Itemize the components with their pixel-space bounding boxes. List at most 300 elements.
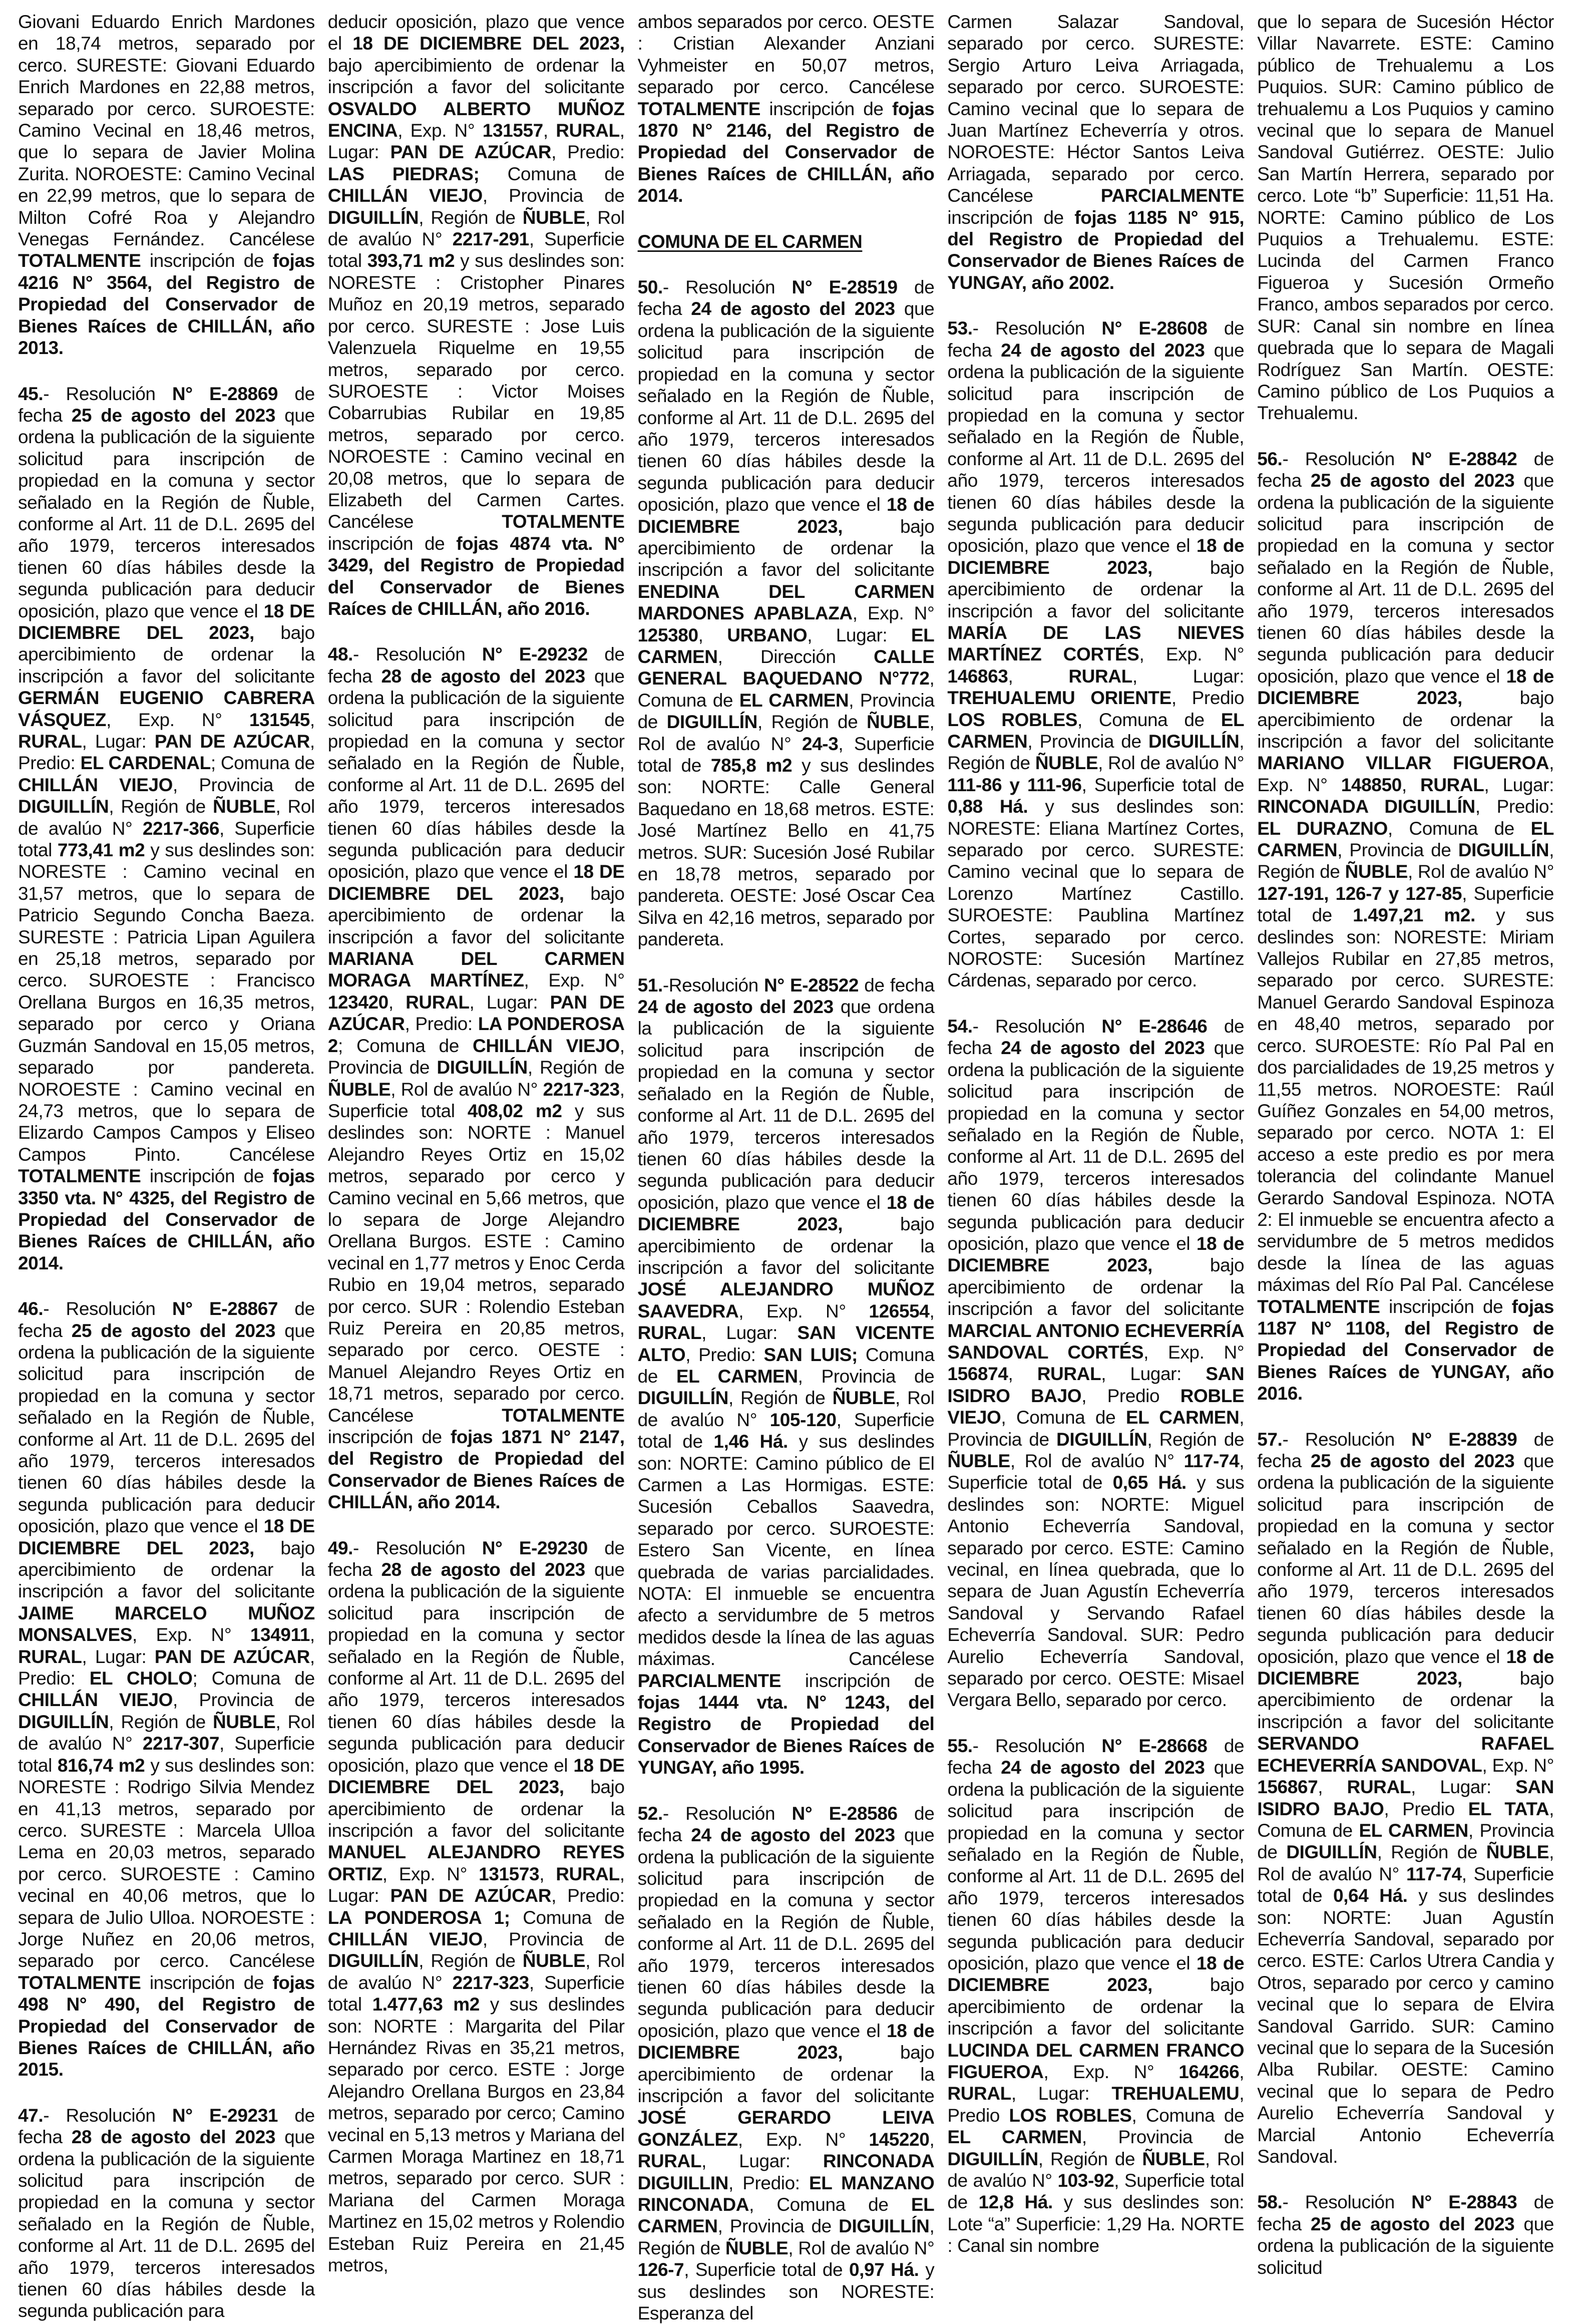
bold-text: JAIME MARCELO MUÑOZ MONSALVES: [18, 1602, 315, 1645]
text: y sus deslindes son: NORTE : Margarita del Pilar Hernández Rivas en 35,21 metros, separado por cerco. ESTE : Jorge Alejandro Orellana Burgos en 23,84 metros, separado por cerco; Camino vecinal en 5,13 metros y Mariana del Carmen Moraga Martinez en 18,71 metros, separado por cerco. SUR : Mariana del Carmen Moraga Martinez en 15,02 metros y Rolendio Esteban Ruiz Pereira en 21,45 metros,: [327, 1994, 625, 2276]
text: que ordena la publicación de la siguiente solicitud para inscripción de propiedad en la comuna y sector señalado en la Región de Ñuble, conforme al Art. 11 de D.L. 2695 del año 1979, terceros interesados tienen 60 días hábiles desde la segunda publicación para deducir oposición, plazo que vence el: [1257, 470, 1554, 687]
text: , Predio:: [18, 1646, 315, 1689]
bold-text: 55.: [947, 1735, 973, 1756]
notice-paragraph: [1257, 448, 1554, 1405]
bold-text: 28 de agosto del 2023: [381, 1559, 585, 1580]
bold-text: RURAL: [18, 1646, 82, 1667]
bold-text: 53.: [947, 318, 973, 339]
bold-text: 18 de DICIEMBRE 2023,: [1257, 1646, 1554, 1689]
text: , Rol de avalúo N°: [1257, 1842, 1554, 1884]
bold-text: URBANO: [727, 624, 808, 645]
bold-text: EL CARMEN: [1125, 1407, 1240, 1428]
text: de fecha: [1257, 2192, 1554, 2234]
bold-text: 25 de agosto del 2023: [71, 405, 276, 426]
text: ,: [1008, 666, 1069, 687]
text: , Región de: [527, 1057, 625, 1078]
text: , Predio: [1171, 688, 1245, 709]
bold-text: 24 de agosto del 2023: [1001, 1757, 1205, 1778]
notice-paragraph: [18, 1298, 315, 2081]
text: ,: [543, 120, 556, 141]
text: ,: [388, 991, 406, 1013]
bold-text: MARIANO VILLAR FIGUEROA: [1257, 753, 1549, 774]
bold-text: RURAL: [1420, 774, 1484, 795]
text: ; Comuna de: [192, 1668, 315, 1689]
text: - Resolución: [972, 318, 1102, 339]
bold-text: 24 de agosto del 2023: [691, 1825, 895, 1846]
bold-text: DIGUILLÍN: [947, 2148, 1038, 2169]
notice-paragraph: [18, 11, 315, 359]
bold-text: EL CARMEN: [637, 624, 935, 667]
bold-text: 131545: [249, 709, 310, 730]
bold-text: 24 de agosto del 2023: [1001, 340, 1205, 361]
bold-text: LOS ROBLES: [1009, 2105, 1132, 2126]
bold-text: MANUEL ALEJANDRO REYES ORTIZ: [327, 1842, 625, 1884]
bold-text: DIGUILLÍN: [1286, 1842, 1377, 1863]
text: que ordena la publicación de la siguiente solicitud para inscripción de propiedad en la comuna y sector señalado en la Región de Ñuble, conforme al Art. 11 de D.L. 2695 del año 1979, terceros interesados tienen 60 días hábiles desde la segunda publicación para deducir oposición, plazo que vence el: [1257, 1451, 1554, 1667]
text: bajo apercibimiento de ordenar la inscripción a favor del solicitante: [947, 557, 1245, 621]
text: bajo apercibimiento de ordenar la inscripción a favor del solicitante: [947, 1974, 1245, 2039]
bold-text: ÑUBLE: [327, 1079, 391, 1100]
bold-text: EL TATA: [1468, 1798, 1549, 1819]
text: bajo apercibimiento de ordenar la inscripción a favor del solicitante: [327, 55, 625, 98]
bold-text: 28 de agosto del 2023: [381, 666, 585, 687]
bold-text: EL DURAZNO: [1257, 818, 1388, 839]
text: ,: [1239, 2061, 1245, 2082]
bold-text: ENEDINA DEL CARMEN MARDONES APABLAZA: [637, 581, 935, 624]
text: , Superficie total de: [1257, 883, 1554, 926]
bold-text: 24-3: [802, 733, 839, 754]
text: , Provincia de: [717, 2216, 839, 2237]
bold-text: EL CARDENAL: [80, 753, 211, 774]
bold-text: RURAL: [18, 731, 82, 752]
bold-text: JOSÉ ALEJANDRO MUÑOZ SAAVEDRA: [637, 1279, 935, 1321]
text: y sus deslindes son NORESTE: Esperanza del: [637, 2259, 935, 2324]
bold-text: EL CARMEN: [676, 1366, 798, 1387]
text: , Predio:: [551, 142, 625, 163]
bold-text: 1.497,21 m2.: [1353, 905, 1475, 926]
notice-paragraph: [638, 974, 935, 1779]
text: bajo apercibimiento de ordenar la inscripción a favor del solicitante: [18, 1537, 315, 1602]
bold-text: ÑUBLE: [947, 1451, 1010, 1471]
text: bajo apercibimiento de ordenar la inscripción a favor del solicitante: [327, 883, 625, 947]
bold-text: RURAL: [947, 2083, 1011, 2104]
bold-text: N° E-28843: [1411, 2192, 1517, 2213]
text: , Región de: [1038, 2148, 1142, 2169]
bold-text: CALLE GENERAL BAQUEDANO N°772: [637, 646, 935, 689]
text: ,: [929, 2129, 935, 2150]
text: , Lugar:: [1011, 2083, 1112, 2104]
text: , Lugar:: [327, 1863, 625, 1906]
bold-text: RURAL: [1068, 666, 1132, 687]
notice-paragraph: [947, 11, 1244, 293]
notice-paragraph: [947, 1016, 1244, 1711]
text: y sus deslindes son: NORESTE : Rodrigo Silvia Mendez en 41,13 metros, separado por cerco. SURESTE : Marcela Ulloa Lema en 20,03 metros, separado por cerco. SUROESTE : Camino vecinal en 40,06 metros, que lo separa de Julio Ulloa. NOROESTE : Jorge Nuñez en 20,06 metros, separado por cerco. Cancélese: [18, 1755, 315, 1971]
bold-text: 156874: [947, 1364, 1008, 1385]
bold-text: fojas 1871 N° 2147, del Registro de Propiedad del Conservador de Bienes Raíces de CHILLÁN, año 2014.: [327, 1427, 625, 1513]
bold-text: ÑUBLE: [1142, 2148, 1205, 2169]
bold-text: N° E-28519: [792, 277, 898, 298]
bold-text: 0,64 Há.: [1333, 1885, 1408, 1906]
bold-text: DIGUILLÍN: [327, 207, 419, 228]
text: , Exp. N°: [1139, 644, 1245, 665]
text: , Lugar:: [701, 1322, 798, 1344]
bold-text: N° E-28867: [172, 1298, 278, 1319]
text: , Comuna de: [749, 2194, 911, 2215]
section-title: [638, 231, 935, 252]
bold-text: 50.: [637, 277, 663, 298]
bold-text: DIGUILLÍN: [1458, 840, 1549, 861]
text: bajo apercibimiento de ordenar la inscripción a favor del solicitante: [327, 1777, 625, 1841]
text: , Predio:: [1475, 796, 1554, 817]
bold-text: LA PONDEROSA 2: [327, 1014, 625, 1056]
bold-text: MARÍA DE LAS NIEVES MARTÍNEZ CORTÉS: [947, 622, 1245, 665]
bold-text: 18 DE DICIEMBRE DEL 2023,: [352, 33, 625, 54]
text: , Rol de avalúo N°: [947, 2148, 1245, 2191]
bold-text: 25 de agosto del 2023: [71, 1320, 276, 1341]
text: - Resolución: [353, 644, 482, 665]
text: de fecha: [327, 1537, 625, 1580]
text: , Rol de avalúo N°: [1098, 753, 1245, 774]
text: que ordena la publicación de la siguiente solicitud para inscripción de propiedad en la comuna y sector señalado en la Región de Ñuble, conforme al Art. 11 de D.L. 2695 del año 1979, terceros interesados tienen 60 días hábiles desde la segunda publicación para deducir oposición, plazo que vence el: [947, 1757, 1245, 1973]
text: ,: [698, 624, 727, 645]
text: , Región de: [109, 1711, 213, 1732]
bold-text: 1.477,63 m2: [372, 1994, 480, 2015]
text: de fecha: [18, 383, 315, 426]
text: , Provincia de: [1257, 1820, 1554, 1863]
text: que ordena la publicación de la siguiente solicitud para inscripción de propiedad en la comuna y sector señalado en la Región de Ñuble, conforme al Art. 11 de D.L. 2695 del año 1979, terceros interesados tienen 60 días hábiles desde la segunda publicación para: [18, 2127, 315, 2321]
text: , Superficie total de: [684, 2259, 849, 2280]
bold-text: RURAL: [1037, 1364, 1101, 1385]
bold-text: N° E-28522: [764, 974, 859, 995]
bold-text: DIGUILLÍN: [18, 1711, 109, 1732]
text: ,: [1318, 1777, 1347, 1798]
text: - Resolución: [1282, 1429, 1412, 1450]
bold-text: RURAL: [637, 1322, 702, 1344]
text: , Exp. N°: [106, 709, 249, 730]
text: bajo apercibimiento de ordenar la inscripción a favor del solicitante: [637, 516, 935, 580]
bold-text: EL CARMEN: [947, 2127, 1082, 2148]
notice-paragraph: [1257, 1429, 1554, 2168]
bold-text: 18 DE DICIEMBRE DEL 2023,: [327, 861, 625, 904]
notice-paragraph: [638, 1803, 935, 2324]
text: , Superficie total: [18, 818, 315, 861]
bold-text: 125380: [637, 624, 698, 645]
bold-text: 18 DE DICIEMBRE DEL 2023,: [18, 1516, 315, 1558]
text: , Exp. N°: [1482, 1755, 1554, 1776]
text: , Rol de avalúo N°: [327, 1950, 625, 1993]
text: , Exp. N°: [382, 1863, 479, 1884]
text: bajo apercibimiento de ordenar la inscripción a favor del solicitante: [947, 1255, 1245, 1319]
text: , Exp. N°: [524, 970, 625, 991]
column-1: [18, 11, 315, 2321]
text: y sus deslindes son: NORESTE : Cristopher Pinares Muñoz en 20,19 metros, separado por cerco. SURESTE : Jose Luis Valenzuela Riquelme en 19,55 metros, separado por cerco. SUROESTE : Victor Moises Cobarrubias Rubilar en 19,85 metros, separado por cerco. NOROESTE : Camino vecinal en 20,08 metros, que lo separa de Elizabeth del Carmen Cartes. Cancélese: [327, 250, 625, 532]
bold-text: 148850: [1341, 774, 1402, 795]
bold-text: 0,97 Há.: [849, 2259, 919, 2280]
text: , Predio: [1384, 1798, 1468, 1819]
text: y sus deslindes son: NORTE : Manuel Alejandro Reyes Ortiz en 15,02 metros, separado por cerco y Camino vecinal en 5,66 metros, que lo separa de Jorge Alejandro Orellana Burgos. ESTE : Camino vecinal en 1,77 metros y Enoc Cerda Rubio en 19,04 metros, separado por cerco. SUR : Rolendio Esteban Ruiz Pereira en 20,85 metros, separado por cerco. OESTE : Manuel Alejandro Reyes Ortiz en 18,71 metros, separado por cerco. Cancélese: [327, 1100, 625, 1426]
bold-text: 408,02 m2: [467, 1100, 562, 1121]
text: , Provincia de: [482, 1928, 625, 1949]
text: , Provincia de: [1337, 840, 1458, 861]
text: y sus deslindes son: NORTE: Camino público de El Carmen a Las Hormigas. ESTE: Sucesión Ceballos Saavedra, separado por cerco. SUROESTE: Estero San Vicente, en línea quebrada de varias parcialidades. NOTA: El inmueble se encuentra afecto a servidumbre de 5 metros medidos desde la línea de las aguas máximas. Cancélese: [637, 1431, 935, 1670]
text: , Dirección: [717, 646, 874, 667]
bold-text: 2217-366: [142, 818, 220, 839]
text: inscripción de: [327, 533, 457, 554]
bold-text: 58.: [1257, 2192, 1283, 2213]
bold-text: 18 DE DICIEMBRE DEL 2023,: [18, 600, 315, 643]
bold-text: COMUNA DE EL CARMEN: [637, 231, 863, 252]
bold-text: RINCONADA DIGUILLIN: [637, 2151, 935, 2193]
text: , Superficie total de: [1081, 774, 1245, 795]
bold-text: 18 de DICIEMBRE 2023,: [637, 1192, 935, 1235]
bold-text: LA PONDEROSA 1;: [327, 1907, 510, 1928]
bold-text: TOTALMENTE: [18, 1972, 141, 1993]
text: que lo separa de Sucesión Héctor Villar Navarrete. ESTE: Camino público de Trehualemu a Los Puquios. SUR: Camino público de trehualemu a Los Puquios y camino vecinal que lo separa de Manuel Sandoval Gutiérrez. OESTE: Julio San Martín Herrera, separado por cerco. Lote “b” Superficie: 11,51 Ha. NORTE: Camino público de Los Puquios a Trehualemu. ESTE: Lucinda del Carmen Franco Figueroa y Sucesión Ormeño Franco, ambos separados por cerco. SUR: Canal sin nombre en línea quebrada que lo separa de Magali Rodríguez San Martín. OESTE: Camino público de Los Puquios a Trehualemu.: [1257, 12, 1554, 424]
bold-text: SAN VICENTE ALTO: [637, 1322, 935, 1365]
text: , Lugar:: [1410, 1777, 1516, 1798]
bold-text: N° E-29230: [482, 1537, 588, 1558]
bold-text: 393,71 m2: [367, 250, 455, 271]
bold-text: 25 de agosto del 2023: [1310, 2213, 1515, 2234]
bold-text: 24 de agosto del 2023: [1001, 1038, 1205, 1059]
text: ,: [1401, 774, 1420, 795]
bold-text: TOTALMENTE: [1257, 1296, 1380, 1317]
bold-text: 24 de agosto del 2023: [691, 298, 895, 319]
notice-paragraph: [328, 11, 625, 619]
text: ambos separados por cerco. OESTE : Cristian Alexander Anziani Vyhmeister en 50,07 metros, separado por cerco. Cancélese: [637, 12, 935, 98]
bold-text: CHILLÁN VIEJO: [327, 185, 483, 206]
notice-paragraph: [328, 1537, 625, 2276]
bold-text: N° E-28586: [792, 1803, 898, 1824]
text: , Exp. N°: [852, 603, 935, 624]
bold-text: 131557: [482, 120, 543, 141]
text: , Superficie total: [327, 1972, 625, 2015]
text: , Región de: [1377, 1842, 1486, 1863]
bold-text: SAN ISIDRO BAJO: [1257, 1777, 1554, 1819]
text: , Rol de avalúo N°: [18, 1711, 315, 1754]
bold-text: 54.: [947, 1016, 973, 1037]
bold-text: 18 DE DICIEMBRE DEL 2023,: [327, 1755, 625, 1798]
text: , Lugar:: [82, 1646, 155, 1667]
bold-text: PARCIALMENTE: [1100, 185, 1245, 206]
bold-text: LOS ROBLES: [947, 709, 1078, 730]
text: , Rol de avalúo N°: [18, 796, 315, 839]
text: , Comuna de: [1257, 1798, 1554, 1841]
text: ; Comuna de: [337, 1035, 473, 1056]
bold-text: MARIANA DEL CARMEN MORAGA MARTÍNEZ: [327, 948, 625, 991]
bold-text: MARCIAL ANTONIO ECHEVERRÍA SANDOVAL CORTÉS: [947, 1320, 1245, 1363]
text: , Provincia de: [327, 1035, 625, 1078]
text: de fecha: [637, 1803, 935, 1846]
text: y sus deslindes son: NORESTE : Camino vecinal en 31,57 metros, que lo separa de Patricio Segundo Concha Baeza. SURESTE : Patricia Lipan Aguilera en 25,18 metros, separado por cerco. SUROESTE : Francisco Orellana Burgos en 16,35 metros, separado por cerco y Oriana Guzmán Sandoval en 15,05 metros, separado por pandereta. NOROESTE : Camino vecinal en 24,73 metros, que lo separa de Elizardo Campos Campos y Eliseo Campos Pinto. Cancélese: [18, 840, 315, 1165]
text: de fecha: [637, 277, 935, 319]
bold-text: N° E-28646: [1101, 1016, 1208, 1037]
text: , Exp. N°: [132, 1624, 250, 1645]
bold-text: 0,88 Há.: [947, 796, 1028, 817]
bold-text: 24 de agosto del 2023: [637, 997, 834, 1018]
text: , Comuna de: [1387, 818, 1531, 839]
text: , Provincia de: [482, 185, 625, 206]
text: , Predio:: [405, 1014, 478, 1035]
text: y sus deslindes son: NORESTE: Miriam Vallejos Rubilar en 27,85 metros, separado por cerco. SURESTE: Manuel Gerardo Sandoval Espinoza en 48,40 metros, separado por cerco. SUROESTE: Río Pal Pal en dos parcialidades de 19,25 metros y 11,55 metros. NOROESTE: Raúl Guíñez Gonzales en 54,00 metros, separado por cerco. NOTA 1: El acceso a este predio es por mera tolerancia del colindante Manuel Gerardo Sandoval Espinoza. NOTA 2: El inmueble se encuentra afecto a servidumbre de 5 metros medidos desde la línea de las aguas máximas del Río Pal Pal. Cancélese: [1257, 905, 1554, 1295]
text: , Exp. N°: [1257, 753, 1554, 795]
bold-text: DIGUILLÍN: [1148, 731, 1240, 752]
bold-text: PARCIALMENTE: [637, 1670, 781, 1691]
bold-text: 164266: [1179, 2061, 1240, 2082]
bold-text: 127-191, 126-7 y 127-85: [1257, 883, 1462, 904]
text: - Resolución: [353, 1537, 482, 1558]
text: , Lugar:: [807, 624, 911, 645]
bold-text: 773,41 m2: [57, 840, 145, 861]
bold-text: SAN LUIS;: [763, 1344, 858, 1365]
text: , Rol de avalúo N°: [788, 2237, 935, 2258]
text: que ordena la publicación de la siguiente solicitud para inscripción de propiedad en la comuna y sector señalado en la Región de Ñuble, conforme al Art. 11 de D.L. 2695 del año 1979, terceros interesados tienen 60 días hábiles desde la segunda publicación para deducir oposición, plazo que vence el: [947, 340, 1245, 556]
bold-text: 126554: [869, 1300, 930, 1321]
text: , Lugar:: [82, 731, 155, 752]
text: que ordena la publicación de la siguiente solicitud para inscripción de propiedad en la comuna y sector señalado en la Región de Ñuble, conforme al Art. 11 de D.L. 2695 del año 1979, terceros interesados tienen 60 días hábiles desde la segunda publicación para deducir oposición, plazo que vence el: [327, 666, 625, 882]
text: , Rol de avalúo N°: [637, 1388, 935, 1430]
bold-text: SERVANDO RAFAEL ECHEVERRÍA SANDOVAL: [1257, 1733, 1554, 1776]
text: , Exp. N°: [1043, 2061, 1179, 2082]
notice-paragraph: [1257, 2191, 1554, 2278]
text: inscripción de: [141, 1972, 273, 1993]
bold-text: ÑUBLE: [725, 2237, 789, 2258]
text: Carmen Salazar Sandoval, separado por cerco. SURESTE: Sergio Arturo Leiva Arriagada, separado por cerco. SUROESTE: Camino vecinal que lo separa de Juan Martínez Echeverría y otros. NOROESTE: Héctor Santos Leiva Arriagada, separado por cerco. Cancélese: [947, 12, 1245, 206]
text: y sus deslindes son: NORESTE: Eliana Martínez Cortes, separado por cerco. SURESTE: Camino vecinal que lo separa de Lorenzo Martínez Castillo. SUROESTE: Paublina Martínez Cortes, separado por cerco. NOROSTE: Sucesión Martínez Cárdenas, separado por cerco.: [947, 796, 1245, 991]
text: bajo apercibimiento de ordenar la inscripción a favor del solicitante: [637, 1214, 935, 1278]
text: -Resolución: [662, 974, 764, 995]
bold-text: DIGUILLÍN: [839, 2216, 930, 2237]
bold-text: ÑUBLE: [867, 712, 930, 733]
notice-paragraph: [947, 317, 1244, 991]
bold-text: 816,74 m2: [57, 1755, 145, 1776]
text: - Resolución: [662, 1803, 792, 1824]
bold-text: CHILLÁN VIEJO: [18, 1690, 173, 1711]
text: , Región de: [757, 712, 867, 733]
bold-text: 1,46 Há.: [713, 1431, 788, 1452]
bold-text: 105-120: [769, 1409, 837, 1430]
text: bajo apercibimiento de ordenar la inscripción a favor del solicitante: [18, 622, 315, 687]
bold-text: PAN DE AZÚCAR: [154, 731, 310, 752]
bold-text: 146863: [947, 666, 1008, 687]
bold-text: GERMÁN EUGENIO CABRERA VÁSQUEZ: [18, 688, 315, 730]
bold-text: fojas 3350 vta. N° 4325, del Registro de Propiedad del Conservador de Bienes Raíces de CHILLÁN, año 2014.: [18, 1166, 315, 1273]
bold-text: 18 de DICIEMBRE 2023,: [637, 2020, 935, 2063]
bold-text: 2217-323: [452, 1972, 529, 1993]
bold-text: fojas 4874 vta. N° 3429, del Registro de Propiedad del Conservador de Bienes Raíces de CHILLÁN, año 2016.: [327, 533, 625, 619]
bold-text: PAN DE AZÚCAR: [154, 1646, 310, 1667]
notice-paragraph: [328, 643, 625, 1513]
text: , Región de: [1257, 840, 1554, 882]
bold-text: 45.: [18, 383, 44, 404]
text: , Superficie total: [327, 229, 625, 271]
bold-text: 18 de DICIEMBRE 2023,: [947, 1233, 1245, 1276]
text: , Región de: [109, 796, 213, 817]
bold-text: ÑUBLE: [212, 796, 276, 817]
text: y sus deslindes son: NORTE: Juan Agustín Echeverría Sandoval, separado por cerco. ESTE: Carlos Utrera Candia y Otros, separado por cerco y camino vecinal que lo separa de Elvira Sandoval Garrido. SUR: Camino vecinal que lo separa de la Sucesión Alba Rubilar. OESTE: Camino vecinal que lo separa de Pedro Aurelio Echeverría Sandoval y Marcial Antonio Echeverría Sandoval.: [1257, 1885, 1554, 2167]
text: que ordena la publicación de la siguiente solicitud: [1257, 2213, 1554, 2278]
text: que ordena la publicación de la siguiente solicitud para inscripción de propiedad en la comuna y sector señalado en la Región de Ñuble, conforme al Art. 11 de D.L. 2695 del año 1979, terceros interesados tienen 60 días hábiles desde la segunda publicación para deducir oposición, plazo que vence el: [18, 405, 315, 621]
text: Comuna de: [479, 163, 625, 184]
bold-text: ÑUBLE: [1035, 753, 1098, 774]
column-2: [327, 11, 625, 2276]
bold-text: ÑUBLE: [522, 1950, 586, 1971]
text: , Provincia de: [173, 774, 315, 795]
text: inscripción de: [760, 98, 893, 119]
text: , Predio:: [728, 2172, 809, 2193]
text: de fecha: [859, 974, 935, 995]
text: y sus deslindes son: Lote “a” Superficie: 1,29 Ha. NORTE : Canal sin nombre: [947, 2192, 1245, 2256]
text: de fecha: [1257, 448, 1554, 491]
bold-text: ROBLE VIEJO: [947, 1385, 1245, 1428]
bold-text: DIGUILLÍN: [437, 1057, 528, 1078]
bold-text: 56.: [1257, 448, 1283, 469]
bold-text: 145220: [869, 2129, 930, 2150]
text: bajo apercibimiento de ordenar la inscripción a favor del solicitante: [1257, 688, 1554, 752]
column-3: [637, 11, 935, 2324]
text: Comuna de: [637, 1344, 935, 1387]
text: que ordena la publicación de la siguiente solicitud para inscripción de propiedad en la comuna y sector señalado en la Región de Ñuble, conforme al Art. 11 de D.L. 2695 del año 1979, terceros interesados tienen 60 días hábiles desde la segunda publicación para deducir oposición, plazo que vence el: [637, 298, 935, 515]
bold-text: PAN DE AZÚCAR: [390, 1885, 552, 1906]
text: , Rol de avalúo N°: [1010, 1451, 1184, 1471]
text: , Exp. N°: [398, 120, 483, 141]
bold-text: EL CARMEN: [947, 709, 1245, 752]
text: , Superficie total: [327, 1079, 625, 1121]
column-5: [1257, 11, 1554, 2278]
text: Giovani Eduardo Enrich Mardones en 18,74 metros, separado por cerco. SURESTE: Giovani Eduardo Enrich Mardones en 22,88 metros, separado por cerco. SUROESTE: Camino Vecinal en 18,46 metros, que lo separa de Javier Molina Zurita. NOROESTE: Camino Vecinal en 22,99 metros, que lo separa de Milton Cofré Roa y Alejandro Venegas Fernández. Cancélese: [18, 12, 315, 250]
bold-text: 103-92: [1057, 2170, 1114, 2191]
text: bajo apercibimiento de ordenar la inscripción a favor del solicitante: [637, 2042, 935, 2106]
bold-text: fojas 1444 vta. N° 1243, del Registro de Propiedad del Conservador de Bienes Raíces de YUNGAY, año 1995.: [637, 1692, 935, 1778]
text: , Provincia de: [173, 1690, 315, 1711]
text: - Resolución: [662, 277, 792, 298]
bold-text: PAN DE AZÚCAR: [390, 142, 552, 163]
bold-text: TOTALMENTE: [637, 98, 760, 119]
bold-text: 25 de agosto del 2023: [1310, 470, 1515, 491]
bold-text: 18 de DICIEMBRE 2023,: [637, 494, 935, 537]
text: , Predio:: [685, 1344, 764, 1365]
bold-text: EL CARMEN: [1359, 1820, 1468, 1841]
text: de fecha: [947, 1016, 1245, 1059]
text: , Región de: [1147, 1429, 1245, 1450]
bold-text: LAS PIEDRAS;: [327, 163, 480, 184]
bold-text: N° E-28839: [1411, 1429, 1517, 1450]
text: inscripción de: [947, 207, 1075, 228]
text: que ordena la publicación de la siguiente solicitud para inscripción de propiedad en la comuna y sector señalado en la Región de Ñuble, conforme al Art. 11 de D.L. 2695 del año 1979, terceros interesados tienen 60 días hábiles desde la segunda publicación para deducir oposición, plazo que vence el: [327, 1559, 625, 1776]
bold-text: 2217-291: [452, 229, 529, 250]
bold-text: 49.: [327, 1537, 353, 1558]
notice-paragraph: [1257, 11, 1554, 424]
text: - Resolución: [43, 1298, 172, 1319]
bold-text: fojas 498 N° 490, del Registro de Propiedad del Conservador de Bienes Raíces de CHILLÁN, año 2015.: [18, 1972, 315, 2080]
text: que ordena la publicación de la siguiente solicitud para inscripción de propiedad en la comuna y sector señalado en la Región de Ñuble, conforme al Art. 11 de D.L. 2695 del año 1979, terceros interesados tienen 60 días hábiles desde la segunda publicación para deducir oposición, plazo que vence el: [637, 997, 935, 1213]
text: , Superficie total: [18, 1733, 315, 1776]
text: - Resolución: [1282, 2192, 1412, 2213]
bold-text: RURAL: [556, 120, 620, 141]
text: , Comuna de: [1001, 1407, 1126, 1428]
text: ,: [309, 709, 315, 730]
text: , Predio: [947, 2083, 1245, 2126]
text: , Superficie total de: [637, 1409, 935, 1452]
text: que ordena la publicación de la siguiente solicitud para inscripción de propiedad en la comuna y sector señalado en la Región de Ñuble, conforme al Art. 11 de D.L. 2695 del año 1979, terceros interesados tienen 60 días hábiles desde la segunda publicación para deducir oposición, plazo que vence el: [18, 1320, 315, 1537]
bold-text: ÑUBLE: [1345, 861, 1408, 882]
text: , Región de: [419, 1950, 523, 1971]
bold-text: 57.: [1257, 1429, 1283, 1450]
text: y sus deslindes son: NORTE: Calle General Baquedano en 18,68 metros. ESTE: José Martínez Bello en 41,75 metros. SUR: Sucesión José Rubilar en 18,78 metros, separado por pandereta. OESTE: José Oscar Cea Silva en 42,16 metros, separado por pandereta.: [637, 755, 935, 950]
text: ,: [1008, 1364, 1037, 1385]
bold-text: TREHUALEMU ORIENTE: [947, 688, 1171, 709]
bold-text: 51.: [637, 974, 663, 995]
